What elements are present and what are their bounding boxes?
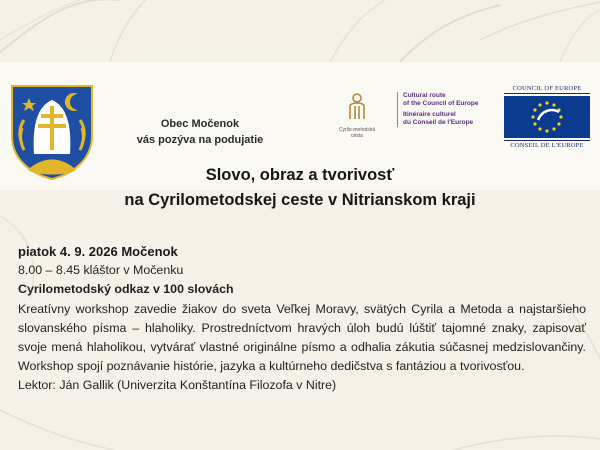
- coe-english-name: COUNCIL OF EUROPE: [504, 85, 590, 94]
- coe-french-name: CONSEIL DE L'EUROPE: [504, 140, 590, 149]
- event-details: [18, 242, 586, 396]
- workshop-title: Cyrilometodský odkaz v 100 slovách: [18, 282, 234, 297]
- event-time-place: 8.00 – 8.45 kláštor v Močenku: [18, 263, 184, 278]
- route-en-2: of the Council of Europe: [403, 100, 479, 107]
- cyril-methodius-emblem-icon: [346, 92, 368, 120]
- workshop-description: Kreatívny workshop zavedie žiakov do sveta Veľkej Moravy, svätých Cyrila a Metoda a najstaršieho slovanského písma – hlaholiky. Prostredníctvom hravých úloh budú lúštiť tajomné znaky, zapisovať svoje mená hlaholikou, vytvárať vlastné originálne písmo a odhalia zákutia súčasnej medzislovančiny. Workshop spojí poznávanie histórie, jazyka a kultúrneho dedičstva s fantáziou a tvorivosťou.: [18, 301, 586, 374]
- eu-stars-flag-icon: [504, 96, 590, 138]
- council-of-europe-logo: [504, 85, 590, 149]
- cultural-route-label: [397, 92, 478, 127]
- title-line-2: na Cyrilometodskej ceste v Nitrianskom kraji: [124, 191, 476, 209]
- lecturer: Lektor: Ján Gallik (Univerzita Konštantína Filozofa v Nitre): [18, 378, 337, 393]
- host-invites: vás pozýva na podujatie: [136, 134, 264, 146]
- cyril-methodius-route-logo: [326, 92, 388, 139]
- route-fr-2: du Conseil de l'Europe: [403, 119, 474, 126]
- event-date: piatok 4. 9. 2026 Močenok: [18, 244, 178, 259]
- host-name: Obec Močenok: [160, 118, 240, 130]
- event-title: [40, 163, 560, 213]
- route-en-1: Cultural route: [403, 92, 446, 99]
- host-invitation: [114, 116, 286, 148]
- cyril-logo-text-1: Cyrilo-metodská: [338, 127, 376, 133]
- cyril-logo-text-2: cesta: [351, 133, 363, 139]
- title-line-1: Slovo, obraz a tvorivosť: [205, 166, 395, 184]
- route-fr-1: Itinéraire culturel: [403, 111, 456, 118]
